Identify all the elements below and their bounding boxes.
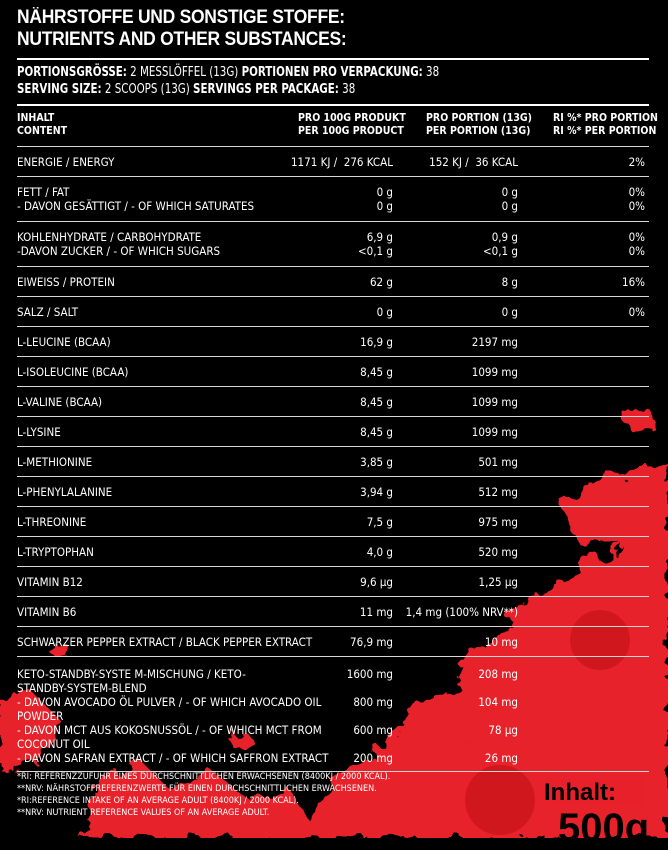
row-label: L-PHENYLALANINE — [17, 485, 113, 499]
row-label: FETT / FAT - DAVON GESÄTTIGT / - OF WHICH SATURATES — [17, 185, 255, 213]
header-per-portion: PRO PORTION (13G) PER PORTION (13G) — [426, 112, 532, 137]
value-per-portion: 520 mg — [478, 545, 518, 559]
footnote: **NRV: NÄHRSTOFFREFERENZWERTE FÜR EINEN DURCHSCHNITTLICHEN ERWACHSENEN. — [17, 784, 377, 794]
value-per-portion: 0,9 g <0,1 g — [483, 230, 518, 258]
divider — [17, 104, 649, 106]
value-ri-percent: 0% 0% — [628, 185, 645, 213]
value-per-100g: 9,6 µg — [360, 575, 393, 589]
value-per-100g: 3,85 g — [360, 455, 393, 469]
value-per-portion: 975 mg — [478, 515, 518, 529]
row-label: L-THREONINE — [17, 515, 87, 529]
table-row — [17, 221, 649, 266]
row-label: L-LYSINE — [17, 425, 61, 439]
value-ri-percent: 0% 0% — [628, 230, 645, 258]
table-row — [17, 476, 649, 506]
table-row — [17, 356, 649, 386]
table-row — [17, 146, 649, 176]
content-badge-value: 500g — [558, 806, 650, 850]
nutrition-table — [17, 146, 649, 772]
row-label: L-LEUCINE (BCAA) — [17, 335, 111, 349]
value-per-100g: 7,5 g — [366, 515, 393, 529]
table-row — [17, 536, 649, 566]
value-per-portion: 512 mg — [478, 485, 518, 499]
footnote: *RI: REFERENZZUFUHR EINES DURCHSCHNITTLICHEN ERWACHSENEN (8400KJ / 2000 KCAL). — [17, 772, 391, 782]
value-per-portion: 1099 mg — [471, 395, 518, 409]
header-content: INHALT CONTENT — [17, 112, 68, 137]
value-per-portion: 208 mg 104 mg 78 µg 26 mg — [478, 667, 518, 765]
value-per-portion: 1,25 µg — [478, 575, 518, 589]
row-label: L-METHIONINE — [17, 455, 93, 469]
table-row — [17, 416, 649, 446]
value-ri-percent: 16% — [622, 275, 645, 289]
value-ri-percent: 0% — [628, 305, 645, 319]
value-per-100g: 3,94 g — [360, 485, 393, 499]
serving-german: PORTIONSGRÖSSE: 2 MESSLÖFFEL (13G) PORTIONEN PRO VERPACKUNG: 38 — [17, 65, 440, 80]
value-per-100g: 0 g 0 g — [376, 185, 393, 213]
value-per-portion: 501 mg — [478, 455, 518, 469]
table-row — [17, 296, 649, 326]
value-per-portion: 0 g 0 g — [501, 185, 518, 213]
row-label: L-TRYPTOPHAN — [17, 545, 94, 559]
row-label: SCHWARZER PEPPER EXTRACT / BLACK PEPPER EXTRACT — [17, 635, 313, 649]
value-per-portion: 2197 mg — [471, 335, 518, 349]
table-row — [17, 566, 649, 596]
table-row — [17, 596, 649, 626]
value-per-100g: 76,9 mg — [350, 635, 393, 649]
serving-english: SERVING SIZE: 2 SCOOPS (13G) SERVINGS PER PACKAGE: 38 — [17, 82, 356, 97]
value-per-100g: 8,45 g — [360, 425, 393, 439]
row-label: KOHLENHYDRATE / CARBOHYDRATE -DAVON ZUCKER / - OF WHICH SUGARS — [17, 230, 221, 258]
value-ri-percent: 2% — [628, 155, 645, 169]
value-per-100g: 11 mg — [359, 605, 393, 619]
header-per-100g: PRO 100G PRODUKT PER 100G PRODUCT — [298, 112, 406, 137]
table-row — [17, 446, 649, 476]
section-title — [17, 7, 346, 51]
row-label: SALZ / SALT — [17, 305, 79, 319]
row-label: VITAMIN B6 — [17, 605, 77, 619]
footnote: **NRV: NUTRIENT REFERENCE VALUES OF AN AVERAGE ADULT. — [17, 808, 270, 818]
value-per-100g: 1171 KJ / 276 KCAL — [290, 155, 393, 169]
serving-info — [17, 64, 439, 98]
table-row — [17, 626, 649, 656]
row-label: EIWEISS / PROTEIN — [17, 275, 115, 289]
value-per-100g: 0 g — [376, 305, 393, 319]
content-badge-label: Inhalt: — [544, 779, 616, 806]
value-per-100g: 6,9 g <0,1 g — [358, 230, 393, 258]
row-label: L-VALINE (BCAA) — [17, 395, 103, 409]
row-label: ENERGIE / ENERGY — [17, 155, 115, 169]
footnote: *RI:REFERENCE INTAKE OF AN AVERAGE ADULT (8400KJ / 2000 KCAL). — [17, 796, 299, 806]
value-per-100g: 8,45 g — [360, 365, 393, 379]
table-row — [17, 656, 649, 771]
row-label: VITAMIN B12 — [17, 575, 83, 589]
value-per-portion: 1,4 mg (100% NRV**) — [405, 605, 518, 619]
value-per-100g: 8,45 g — [360, 395, 393, 409]
value-per-portion: 10 mg — [484, 635, 518, 649]
header-ri-percent: RI %* PRO PORTION RI %* PER PORTION — [553, 112, 658, 137]
row-label: KETO-STANDBY-SYSTE M-MISCHUNG / KETO- STANDBY-SYSTEM-BLEND - DAVON AVOCADO ÖL PULVER / - OF WHICH AVOCADO OIL POWDER - DAVON MCT AUS KOKOSNUSSÖL / - OF WHICH MCT FROM COCONUT OIL - DAVON SAFRAN EXTRACT / - OF WHICH SAFFRON EXTRACT — [17, 667, 329, 765]
table-row — [17, 176, 649, 221]
table-row — [17, 386, 649, 416]
value-per-portion: 0 g — [501, 305, 518, 319]
value-per-100g: 1600 mg 800 mg 600 mg 200 mg — [346, 667, 393, 765]
table-row — [17, 266, 649, 296]
value-per-100g: 62 g — [369, 275, 393, 289]
value-per-portion: 1099 mg — [471, 365, 518, 379]
value-per-100g: 16,9 g — [360, 335, 393, 349]
title-german: NÄHRSTOFFE UND SONSTIGE STOFFE: — [17, 7, 345, 28]
title-english: NUTRIENTS AND OTHER SUBSTANCES: — [17, 29, 347, 50]
table-row — [17, 326, 649, 356]
value-per-portion: 8 g — [501, 275, 518, 289]
divider — [17, 58, 649, 60]
footnotes — [17, 771, 390, 819]
table-row — [17, 506, 649, 536]
row-label: L-ISOLEUCINE (BCAA) — [17, 365, 129, 379]
value-per-100g: 4,0 g — [366, 545, 393, 559]
value-per-portion: 152 KJ / 36 KCAL — [429, 155, 518, 169]
value-per-portion: 1099 mg — [471, 425, 518, 439]
